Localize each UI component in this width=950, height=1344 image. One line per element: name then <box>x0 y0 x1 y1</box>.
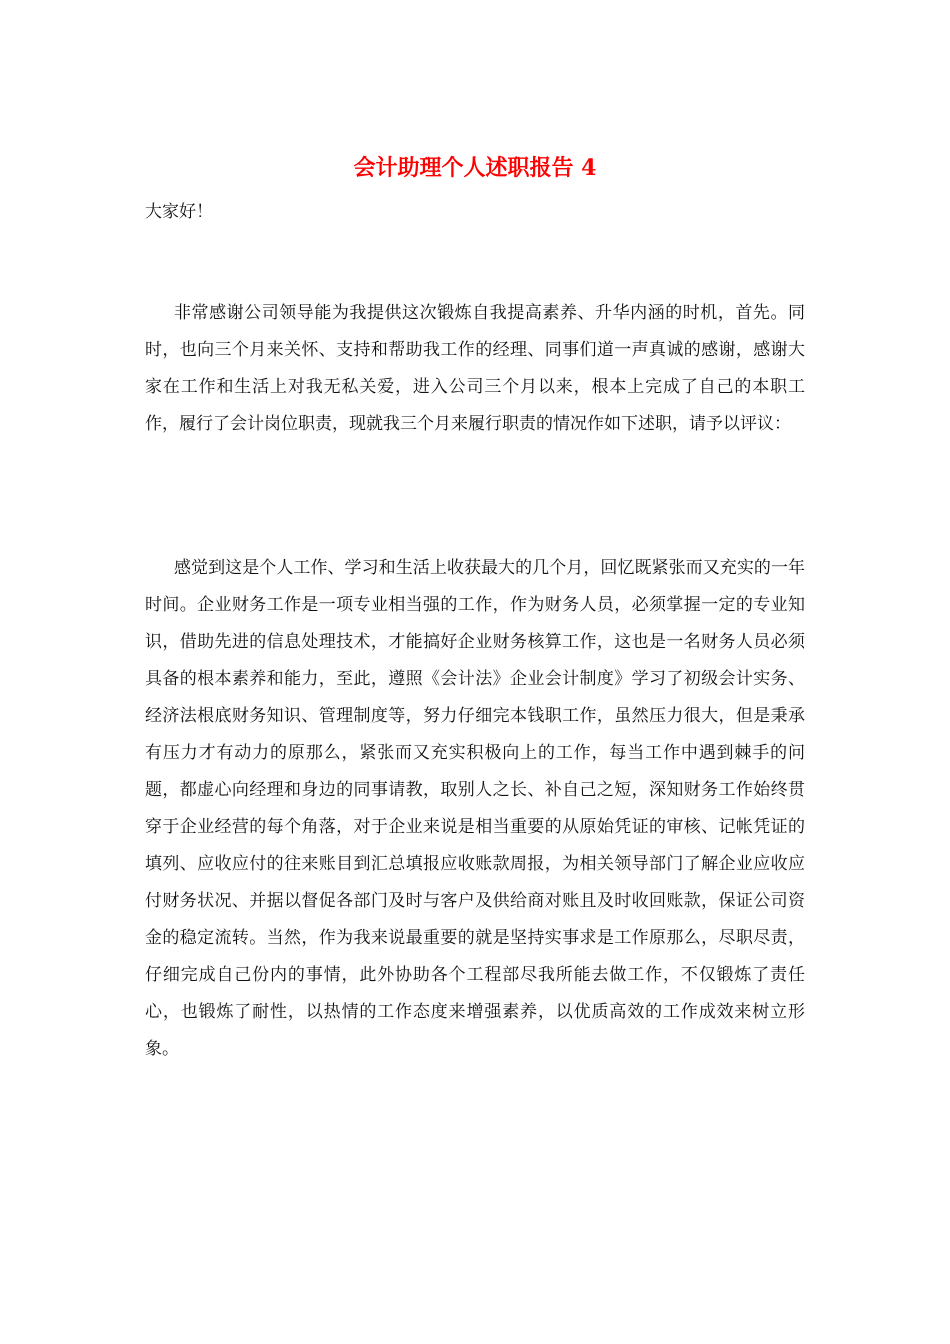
page-title: 会计助理个人述职报告 4 <box>353 155 597 181</box>
greeting-text: 大家好！ <box>145 202 213 222</box>
body-paragraph-2: 感觉到这是个人工作、学习和生活上收获最大的几个月，回忆既紧张而又充实的一年时间。企业财务工作是一项专业相当强的工作，作为财务人员，必须掌握一定的专业知识，借助先进的信息处理技术，才能搞好企业财务核算工作，这也是一名财务人员必须具备的根本素养和能力，至此，遵照《会计法》企业会计制度》学习了初级会计实务、经济法根底财务知识、管理制度等，努力仔细完本钱职工作，虽然压力很大，但是秉承有压力才有动力的原那么，紧张而又充实积极向上的工作，每当工作中遇到棘手的问题，都虚心向经理和身边的同事请教，取别人之长、补自己之短，深知财务工作始终贯穿于企业经营的每个角落，对于企业来说是相当重要的从原始凭证的审核、记帐凭证的填列、应收应付的往来账目到汇总填报应收账款周报，为相关领导部门了解企业应收应付财务状况、并据以督促各部门及时与客户及供给商对账且及时收回账款，保证公司资金的稳定流转。当然，作为我来说最重要的就是坚持实事求是工作原那么，尽职尽责，仔细完成自己份内的事情，此外协助各个工程部尽我所能去做工作，不仅锻炼了责任心，也锻炼了耐性，以热情的工作态度来增强素养，以优质高效的工作成效来树立形象。 <box>145 558 805 1059</box>
body-paragraph-1: 非常感谢公司领导能为我提供这次锻炼自我提高素养、升华内涵的时机，首先。同时，也向三个月来关怀、支持和帮助我工作的经理、同事们道一声真诚的感谢，感谢大家在工作和生活上对我无私关爱，进入公司三个月以来，根本上完成了自己的本职工作，履行了会计岗位职责，现就我三个月来履行职责的情况作如下述职，请予以评议： <box>145 303 805 434</box>
